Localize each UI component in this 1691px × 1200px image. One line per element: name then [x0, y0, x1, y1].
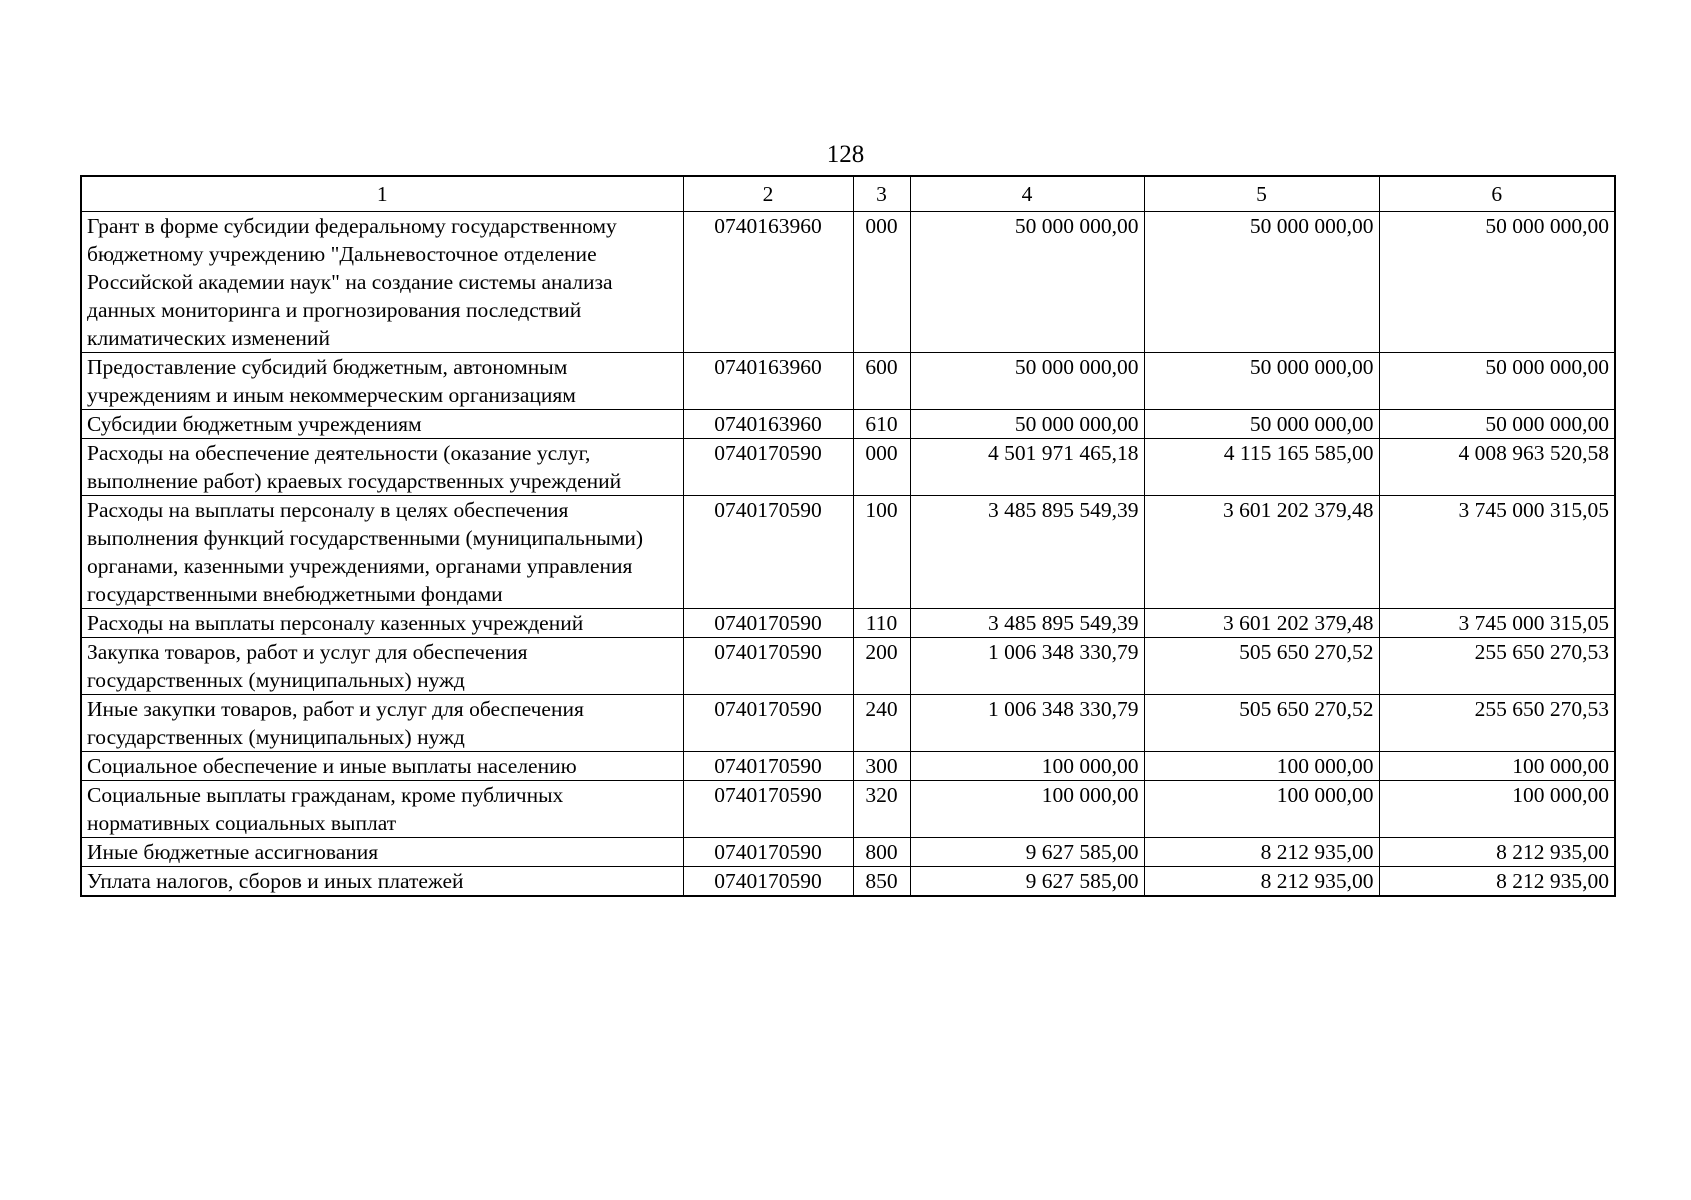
target-code-cell: 0740163960 — [683, 353, 853, 410]
target-code-cell: 0740170590 — [683, 695, 853, 752]
amount-cell-col6: 3 745 000 315,05 — [1379, 609, 1615, 638]
table-row — [81, 439, 1615, 496]
amount-cell-col4: 4 501 971 465,18 — [910, 439, 1144, 496]
table-row — [81, 638, 1615, 695]
expense-name-cell: Расходы на выплаты персоналу в целях обеспечения выполнения функций государственными (муниципальными) органами, казенными учреждениями, органами управления государственными внебюджетными фондами — [81, 496, 683, 609]
amount-cell-col6: 8 212 935,00 — [1379, 867, 1615, 897]
table-row — [81, 867, 1615, 897]
expense-type-cell: 850 — [853, 867, 910, 897]
target-code-cell: 0740170590 — [683, 752, 853, 781]
target-code-cell: 0740170590 — [683, 496, 853, 609]
table-row — [81, 609, 1615, 638]
amount-cell-col6: 3 745 000 315,05 — [1379, 496, 1615, 609]
column-number-header: 4 — [910, 176, 1144, 212]
column-number-header: 2 — [683, 176, 853, 212]
amount-cell-col4: 50 000 000,00 — [910, 212, 1144, 353]
amount-cell-col5: 100 000,00 — [1144, 781, 1379, 838]
expense-type-cell: 240 — [853, 695, 910, 752]
column-number-header: 6 — [1379, 176, 1615, 212]
amount-cell-col5: 100 000,00 — [1144, 752, 1379, 781]
expense-name-cell: Иные закупки товаров, работ и услуг для обеспечения государственных (муниципальных) нужд — [81, 695, 683, 752]
expense-name-cell: Закупка товаров, работ и услуг для обеспечения государственных (муниципальных) нужд — [81, 638, 683, 695]
amount-cell-col5: 3 601 202 379,48 — [1144, 496, 1379, 609]
amount-cell-col4: 100 000,00 — [910, 752, 1144, 781]
amount-cell-col4: 3 485 895 549,39 — [910, 609, 1144, 638]
expense-name-cell: Социальные выплаты гражданам, кроме публичных нормативных социальных выплат — [81, 781, 683, 838]
budget-table — [80, 175, 1616, 897]
expense-name-cell: Расходы на выплаты персоналу казенных учреждений — [81, 609, 683, 638]
expense-type-cell: 200 — [853, 638, 910, 695]
amount-cell-col4: 1 006 348 330,79 — [910, 695, 1144, 752]
table-row — [81, 410, 1615, 439]
table-row — [81, 752, 1615, 781]
table-row — [81, 212, 1615, 353]
expense-name-cell: Уплата налогов, сборов и иных платежей — [81, 867, 683, 897]
table-row — [81, 781, 1615, 838]
target-code-cell: 0740170590 — [683, 439, 853, 496]
column-number-row — [81, 176, 1615, 212]
amount-cell-col4: 1 006 348 330,79 — [910, 638, 1144, 695]
target-code-cell: 0740170590 — [683, 781, 853, 838]
amount-cell-col5: 505 650 270,52 — [1144, 638, 1379, 695]
expense-name-cell: Иные бюджетные ассигнования — [81, 838, 683, 867]
amount-cell-col4: 50 000 000,00 — [910, 353, 1144, 410]
expense-type-cell: 320 — [853, 781, 910, 838]
target-code-cell: 0740170590 — [683, 867, 853, 897]
amount-cell-col5: 3 601 202 379,48 — [1144, 609, 1379, 638]
expense-type-cell: 610 — [853, 410, 910, 439]
expense-type-cell: 110 — [853, 609, 910, 638]
amount-cell-col5: 4 115 165 585,00 — [1144, 439, 1379, 496]
column-number-header: 3 — [853, 176, 910, 212]
amount-cell-col4: 9 627 585,00 — [910, 838, 1144, 867]
target-code-cell: 0740163960 — [683, 410, 853, 439]
amount-cell-col5: 505 650 270,52 — [1144, 695, 1379, 752]
target-code-cell: 0740163960 — [683, 212, 853, 353]
amount-cell-col6: 50 000 000,00 — [1379, 410, 1615, 439]
amount-cell-col6: 255 650 270,53 — [1379, 638, 1615, 695]
amount-cell-col6: 255 650 270,53 — [1379, 695, 1615, 752]
expense-name-cell: Расходы на обеспечение деятельности (оказание услуг, выполнение работ) краевых государственных учреждений — [81, 439, 683, 496]
column-number-header: 1 — [81, 176, 683, 212]
expense-type-cell: 000 — [853, 212, 910, 353]
expense-type-cell: 100 — [853, 496, 910, 609]
table-row — [81, 496, 1615, 609]
target-code-cell: 0740170590 — [683, 638, 853, 695]
amount-cell-col6: 8 212 935,00 — [1379, 838, 1615, 867]
table-row — [81, 838, 1615, 867]
amount-cell-col5: 50 000 000,00 — [1144, 212, 1379, 353]
amount-cell-col5: 8 212 935,00 — [1144, 838, 1379, 867]
amount-cell-col4: 50 000 000,00 — [910, 410, 1144, 439]
expense-name-cell: Социальное обеспечение и иные выплаты населению — [81, 752, 683, 781]
amount-cell-col6: 50 000 000,00 — [1379, 212, 1615, 353]
amount-cell-col4: 9 627 585,00 — [910, 867, 1144, 897]
amount-cell-col5: 8 212 935,00 — [1144, 867, 1379, 897]
amount-cell-col4: 3 485 895 549,39 — [910, 496, 1144, 609]
expense-name-cell: Грант в форме субсидии федеральному государственному бюджетному учреждению "Дальневосточное отделение Российской академии наук" на создание системы анализа данных мониторинга и прогнозирования последствий климатических изменений — [81, 212, 683, 353]
target-code-cell: 0740170590 — [683, 609, 853, 638]
page-number: 128 — [826, 141, 865, 168]
table-row — [81, 695, 1615, 752]
expense-type-cell: 000 — [853, 439, 910, 496]
amount-cell-col5: 50 000 000,00 — [1144, 410, 1379, 439]
table-row — [81, 353, 1615, 410]
expense-type-cell: 600 — [853, 353, 910, 410]
amount-cell-col6: 100 000,00 — [1379, 752, 1615, 781]
amount-cell-col6: 4 008 963 520,58 — [1379, 439, 1615, 496]
amount-cell-col6: 50 000 000,00 — [1379, 353, 1615, 410]
amount-cell-col4: 100 000,00 — [910, 781, 1144, 838]
expense-name-cell: Предоставление субсидий бюджетным, автономным учреждениям и иным некоммерческим организациям — [81, 353, 683, 410]
column-number-header: 5 — [1144, 176, 1379, 212]
expense-type-cell: 300 — [853, 752, 910, 781]
amount-cell-col6: 100 000,00 — [1379, 781, 1615, 838]
expense-name-cell: Субсидии бюджетным учреждениям — [81, 410, 683, 439]
target-code-cell: 0740170590 — [683, 838, 853, 867]
expense-type-cell: 800 — [853, 838, 910, 867]
amount-cell-col5: 50 000 000,00 — [1144, 353, 1379, 410]
